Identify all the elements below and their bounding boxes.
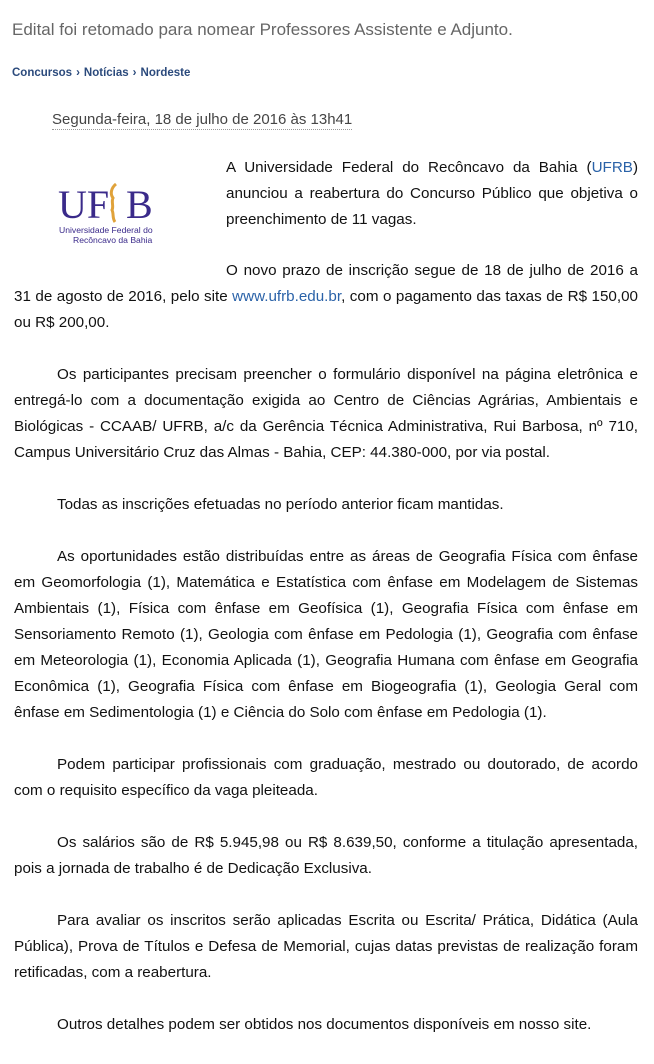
logo-letters-right: B [126, 182, 153, 227]
p2-text-before: O novo prazo de inscrição segue de 18 de julho de 2016 a 31 de agosto de 2016, pelo site [14, 262, 638, 305]
paragraph-salaries: Os salários são de R$ 5.945,98 ou R$ 8.639,50, conforme a titulação apresentada, pois a jornada de trabalho é de Dedicação Exclusiva. [14, 834, 638, 877]
breadcrumb-noticias[interactable]: Notícias [83, 67, 129, 79]
publish-date: Segunda-feira, 18 de julho de 2016 às 13h41 [52, 111, 353, 128]
article-body [14, 155, 638, 1064]
paragraph-areas: As oportunidades estão distribuídas entre as áreas de Geografia Física com ênfase em Geomorfologia (1), Matemática e Estatística com ênfase em Modelagem de Sistemas Ambientais (1), Física com ênfase em Geofísica (1), Geografia Física com ênfase em Sensoriamento Remoto (1), Geologia com ênfase em Pedologia (1), Geografia com ênfase em Meteorologia (1), Economia Aplicada (1), Geografia Humana com ênfase em Geografia Econômica (1), Geografia Física com ênfase em Biogeografia (1), Geologia Geral com ênfase em Sedimentologia (1) e Ciência do Solo com ênfase em Pedologia (1). [14, 548, 638, 721]
paragraph-evaluation: Para avaliar os inscritos serão aplicadas Escrita ou Escrita/ Prática, Didática (Aula Pública), Prova de Títulos e Defesa de Memorial, cujas datas previstas de realização foram retificadas, com a reabertura. [14, 912, 638, 981]
breadcrumb-concursos[interactable]: Concursos [12, 67, 73, 79]
page-title: Edital foi retomado para nomear Professores Assistente e Adjunto. [12, 20, 513, 39]
logo-letters-left: UF [58, 182, 110, 227]
breadcrumb-separator: › [132, 67, 137, 79]
ufrb-link[interactable]: UFRB [591, 159, 633, 176]
logo-line-2: Recôncavo da Bahia [73, 235, 153, 245]
paragraph-deadline [14, 258, 638, 336]
logo-line-1: Universidade Federal do [59, 225, 153, 235]
paragraph-form: Os participantes precisam preencher o formulário disponível na página eletrônica e entregá-lo com a documentação exigida ao Centro de Ciências Agrárias, Ambientais e Biológicas - CCAAB/ UFRB, a/c da Gerência Técnica Administrativa, Rui Barbosa, nº 710, Campus Universitário Cruz das Almas - Bahia, CEP: 44.380-000, por via postal. [14, 366, 638, 461]
breadcrumb-nordeste[interactable]: Nordeste [140, 67, 191, 79]
paragraph-previous: Todas as inscrições efetuadas no período anterior ficam mantidas. [57, 496, 504, 513]
breadcrumb [12, 67, 190, 79]
p1-text-after: ) anunciou a reabertura do Concurso Público que objetiva o preenchimento de 11 vagas. [226, 159, 638, 228]
p2-text-after: , com o pagamento das taxas de R$ 150,00 ou R$ 200,00. [14, 288, 638, 331]
breadcrumb-separator: › [76, 67, 80, 79]
paragraph-requirements: Podem participar profissionais com graduação, mestrado ou doutorado, de acordo com o requisito específico da vaga pleiteada. [14, 756, 638, 799]
paragraph-intro [226, 155, 638, 233]
site-link[interactable]: www.ufrb.edu.br [232, 288, 342, 305]
paragraph-details: Outros detalhes podem ser obtidos nos documentos disponíveis em nosso site. [57, 1016, 592, 1033]
p1-text-before: A Universidade Federal do Recôncavo da Bahia ( [226, 159, 592, 176]
